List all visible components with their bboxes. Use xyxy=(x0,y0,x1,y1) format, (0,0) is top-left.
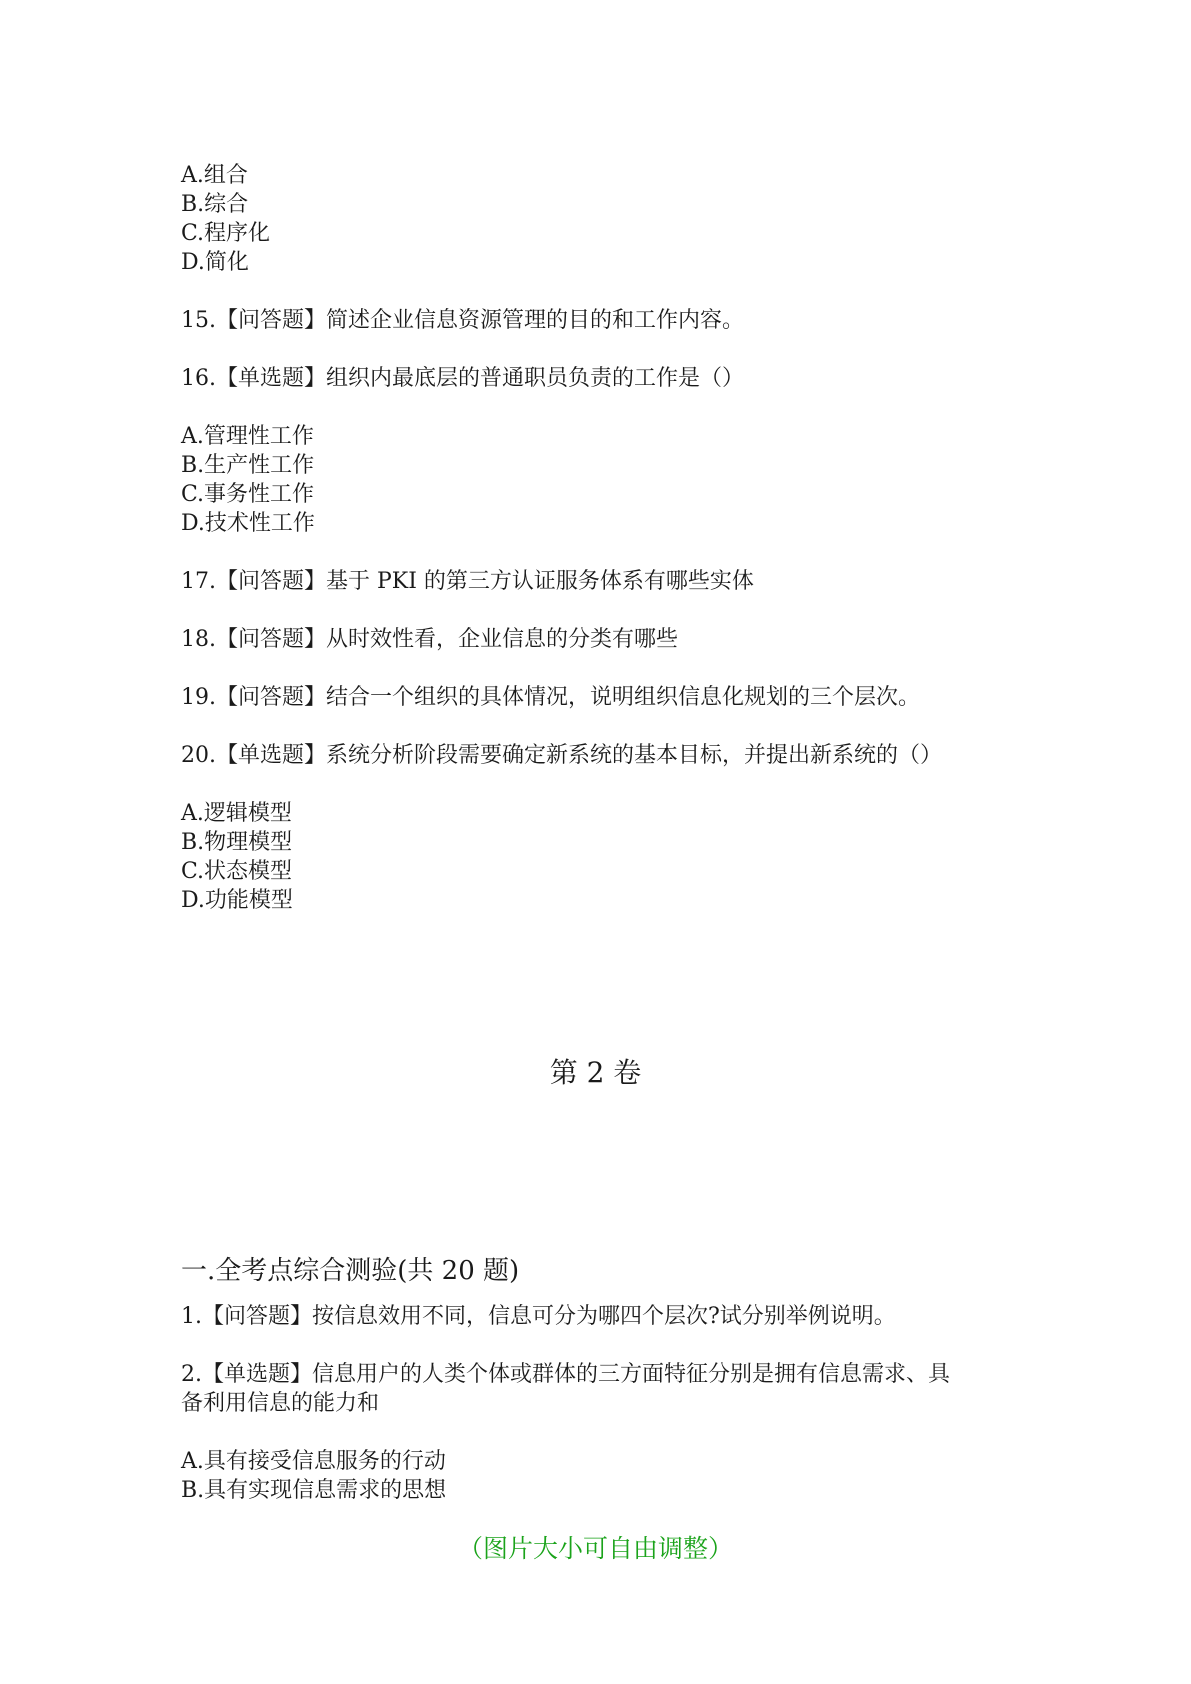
option-text: C.事务性工作 xyxy=(181,482,315,507)
question-20: 20.【单选题】系统分析阶段需要确定新系统的基本目标，并提出新系统的（） xyxy=(181,743,942,768)
option-text: A.组合 xyxy=(181,163,248,188)
option-text: D.技术性工作 xyxy=(181,511,315,536)
option-text: C.程序化 xyxy=(181,221,271,246)
image-resize-note: （图片大小可自由调整） xyxy=(457,1534,733,1563)
option-text: B.具有实现信息需求的思想 xyxy=(181,1478,447,1503)
option-text: A.逻辑模型 xyxy=(181,801,292,826)
question-18: 18.【问答题】从时效性看，企业信息的分类有哪些 xyxy=(181,627,678,652)
option-text: D.功能模型 xyxy=(181,888,293,913)
option-text: C.状态模型 xyxy=(181,859,293,884)
section2-question-2-line1: 2.【单选题】信息用户的人类个体或群体的三方面特征分别是拥有信息需求、具 xyxy=(181,1362,950,1387)
question-19: 19.【问答题】结合一个组织的具体情况，说明组织信息化规划的三个层次。 xyxy=(181,685,920,710)
option-text: B.物理模型 xyxy=(181,830,293,855)
option-text: B.生产性工作 xyxy=(181,453,315,478)
question-15: 15.【问答题】简述企业信息资源管理的目的和工作内容。 xyxy=(181,308,744,333)
volume-title: 第 2 卷 xyxy=(549,1056,642,1089)
option-text: B.综合 xyxy=(181,192,249,217)
option-text: A.具有接受信息服务的行动 xyxy=(181,1449,446,1474)
option-text: D.简化 xyxy=(181,250,249,275)
section2-question-1: 1.【问答题】按信息效用不同，信息可分为哪四个层次?试分别举例说明。 xyxy=(181,1304,896,1329)
question-17: 17.【问答题】基于 PKI 的第三方认证服务体系有哪些实体 xyxy=(181,569,754,594)
section2-question-2-line2: 备利用信息的能力和 xyxy=(181,1391,380,1416)
option-text: A.管理性工作 xyxy=(181,424,314,449)
section-title: 一.全考点综合测验(共 20 题) xyxy=(181,1256,520,1286)
question-16: 16.【单选题】组织内最底层的普通职员负责的工作是（） xyxy=(181,366,744,391)
